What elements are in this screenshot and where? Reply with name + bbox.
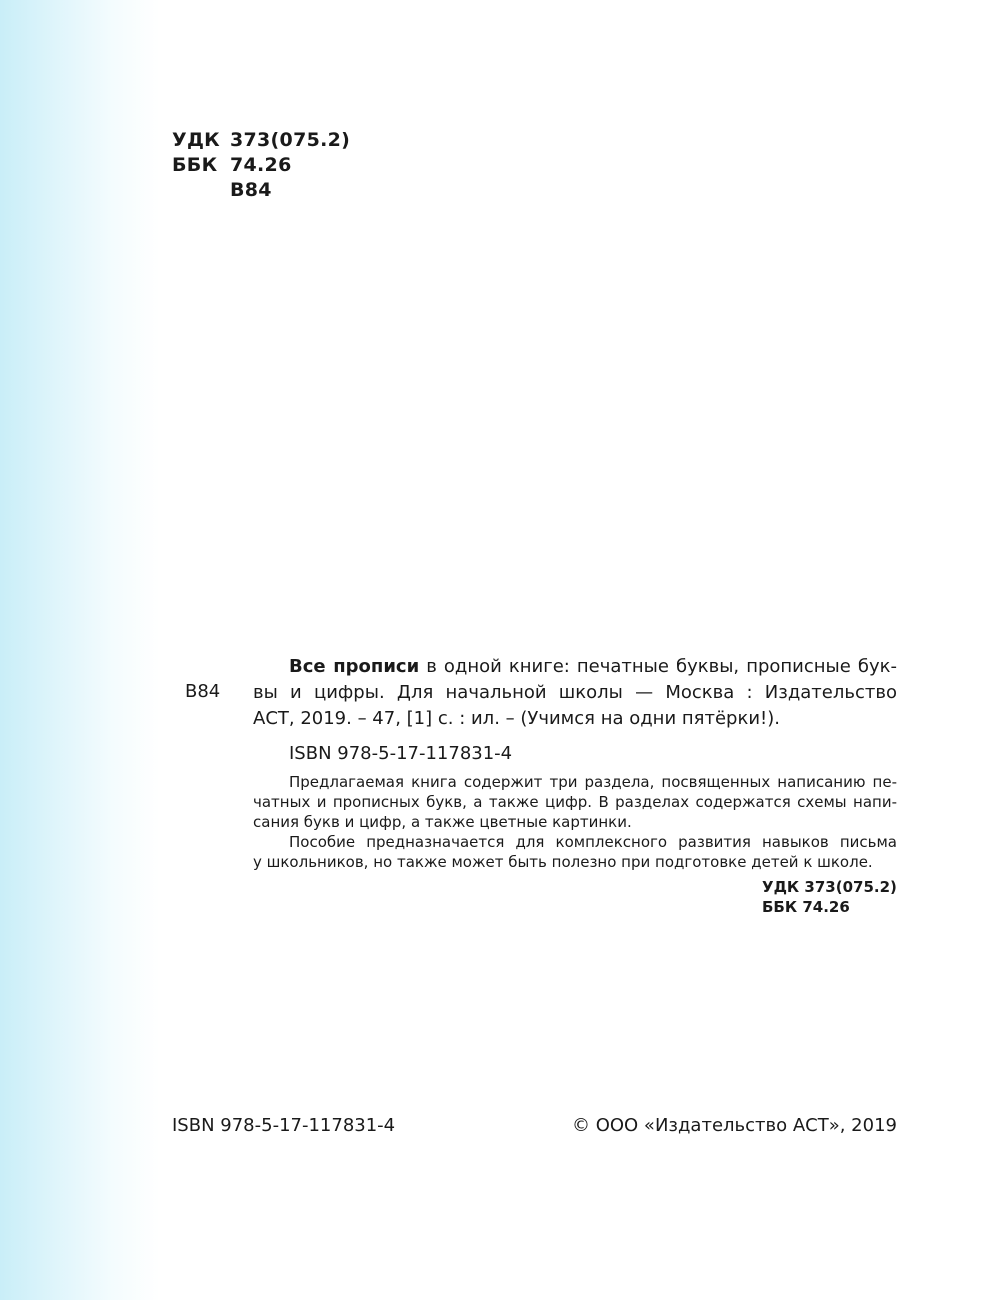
udk-small: УДК 373(075.2) xyxy=(762,878,897,896)
udk-value: 373(075.2) xyxy=(230,129,351,151)
annotation-line: чатных и прописных букв, а также цифр. В разделах содержатся схемы напи- xyxy=(253,793,897,811)
biblio-line-1-rest: в одной книге: печатные буквы, прописные бук- xyxy=(419,656,897,677)
bbk-label: ББК xyxy=(172,154,218,176)
biblio-line-3: АСТ, 2019. – 47, [1] с. : ил. – (Учимся на одни пятёрки!). xyxy=(253,708,780,729)
bbk-small: ББК 74.26 xyxy=(762,898,850,916)
bbk-row xyxy=(172,153,350,178)
bbk-value: 74.26 xyxy=(230,154,292,176)
author-code-row xyxy=(172,178,350,203)
book-title: Все прописи xyxy=(289,656,420,677)
footer-copyright: © ООО «Издательство АСТ», 2019 xyxy=(571,1115,897,1136)
annotation-line: Предлагаемая книга содержит три раздела, посвященных написанию пе- xyxy=(289,773,897,791)
bibliographic-record xyxy=(253,654,897,732)
footer-isbn: ISBN 978-5-17-117831-4 xyxy=(172,1115,396,1136)
author-mark: В84 xyxy=(185,681,221,702)
page-edge-gradient xyxy=(0,0,160,1300)
udk-row xyxy=(172,128,350,153)
classification-codes-small xyxy=(762,877,897,917)
annotation xyxy=(253,772,897,872)
biblio-line-2: вы и цифры. Для начальной школы — Москва : Издательство xyxy=(253,682,897,703)
classification-codes xyxy=(172,128,350,203)
biblio-isbn: ISBN 978-5-17-117831-4 xyxy=(289,743,513,764)
biblio-line-1 xyxy=(253,654,897,680)
annotation-line: Пособие предназначается для комплексного развития навыков письма xyxy=(289,833,897,851)
udk-label: УДК xyxy=(172,129,221,151)
annotation-line: сания букв и цифр, а также цветные картинки. xyxy=(253,813,632,831)
author-code: В84 xyxy=(230,179,272,201)
annotation-line: у школьников, но также может быть полезно при подготовке детей к школе. xyxy=(253,853,873,871)
